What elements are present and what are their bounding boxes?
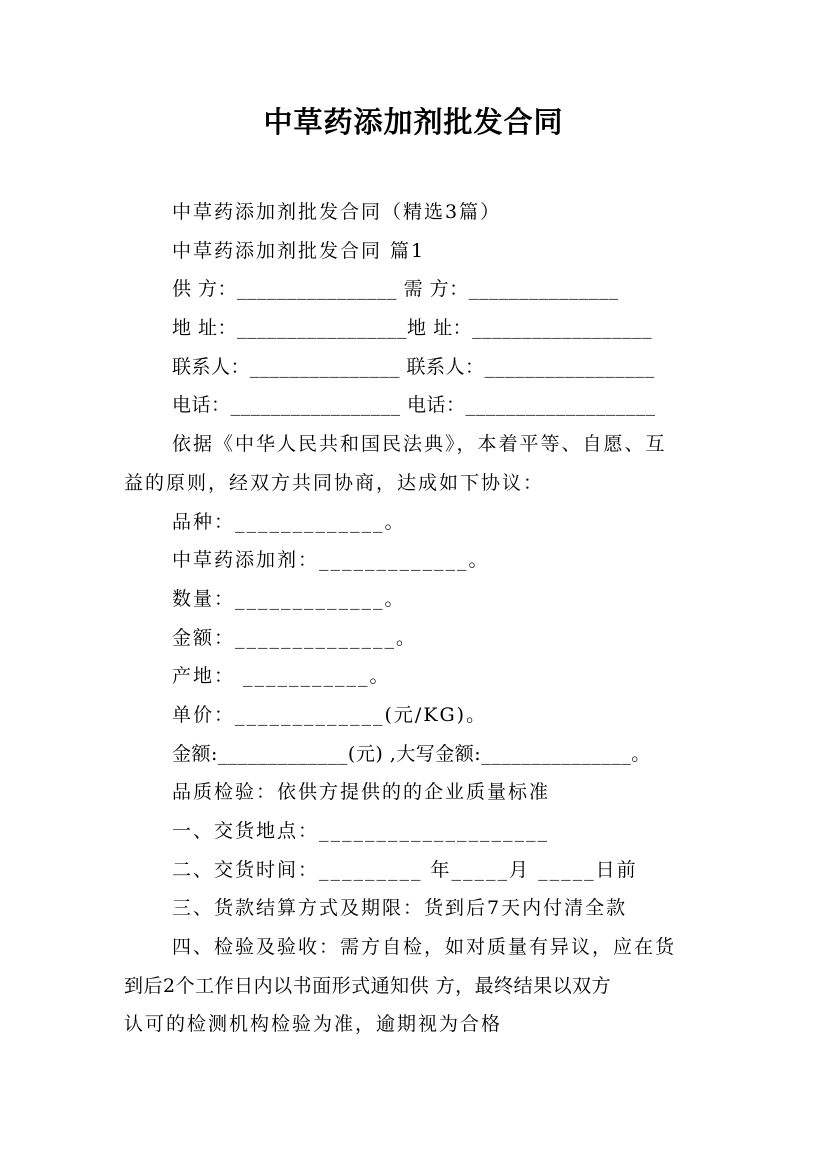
subtitle-line: 中草药添加剂批发合同（精选3篇）	[172, 201, 502, 223]
paragraph-line: 到后2个工作日内以书面形式通知供 方，最终结果以双方	[124, 974, 612, 997]
clause-delivery-place: 一、交货地点：____________________	[172, 820, 550, 842]
item-line-unit-price: 单价：_____________(元/KG)。	[172, 703, 488, 726]
item-line-quality: 品质检验：依供方提供的的企业质量标准	[172, 781, 551, 804]
party-line-supplier-buyer: 供 方：________________ 需 方：_______________	[172, 278, 619, 301]
item-line-total-amount: 金额:_____________(元) ,大写金额:_______________。	[172, 742, 651, 765]
item-line-amount: 金额：______________。	[172, 626, 418, 649]
item-line-quantity: 数量：_____________。	[172, 587, 406, 610]
document-body	[124, 193, 708, 1044]
paragraph-line: 依据《中华人民共和国民法典》，本着平等、自愿、互	[172, 433, 667, 456]
paragraph-line: 益的原则，经双方共同协商，达成如下协议：	[124, 471, 545, 494]
clause-delivery-time: 二、交货时间：_________ 年_____月 _____日前	[172, 858, 638, 881]
item-line-variety: 品种：_____________。	[172, 510, 406, 533]
item-line-additive: 中草药添加剂：_____________。	[172, 549, 490, 572]
paragraph-line: 认可的检测机构检验为准，逾期视为合格	[124, 1013, 503, 1036]
document-title: 中草药添加剂批发合同	[263, 105, 564, 139]
party-line-phone: 电话：_________________ 电话：___________________	[172, 394, 656, 417]
clause-inspection: 四、检验及验收：需方自检，如对质量有异议，应在货	[172, 936, 677, 959]
section-heading: 中草药添加剂批发合同 篇1	[172, 239, 426, 262]
party-line-address: 地 址：_________________地 址：__________________	[172, 317, 653, 340]
clause-payment: 三、货款结算方式及期限：货到后7天内付清全款	[172, 897, 628, 920]
item-line-origin: 产地： ___________。	[172, 665, 391, 688]
party-line-contact: 联系人：_______________ 联系人：_________________	[172, 355, 655, 378]
